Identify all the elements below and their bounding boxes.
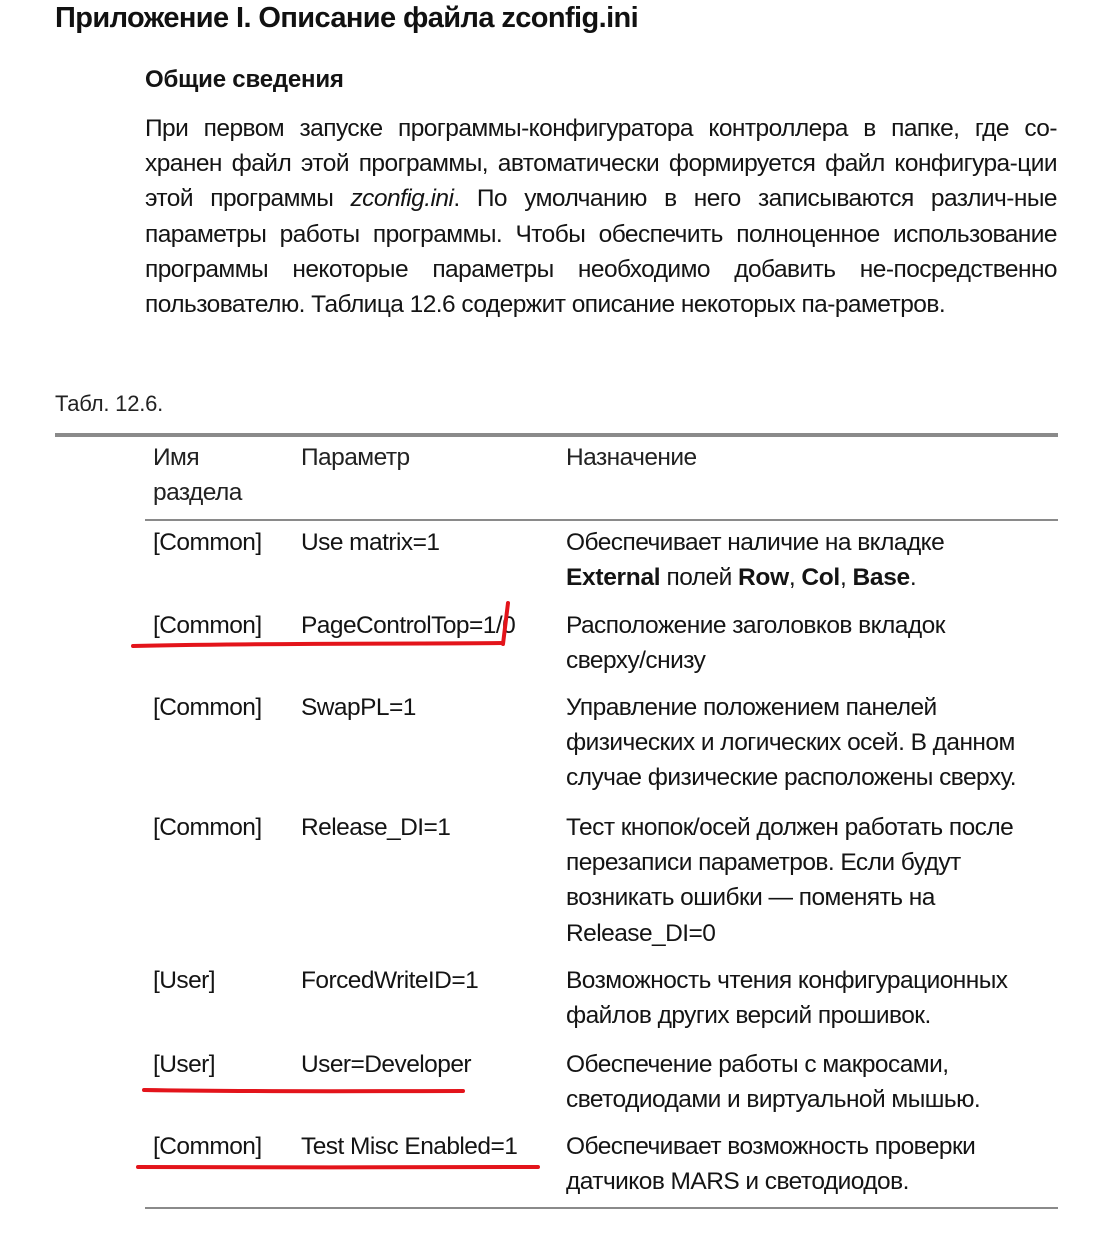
table-cell-section: [Common]	[153, 694, 262, 721]
table-cell-desc: Расположение заголовков вкладок сверху/снизу	[566, 612, 945, 675]
table-cell-param: PageControlTop=1/0	[301, 612, 516, 639]
table-cell-section: [User]	[153, 1051, 216, 1078]
table-cell-desc: Возможность чтения конфигурационных файлов других версий прошивок.	[566, 967, 1008, 1030]
table-cell-desc: Управление положением панелей физических и логических осей. В данном случае физические расположены сверху.	[566, 694, 1017, 792]
table-cell-desc: Тест кнопок/осей должен работать после перезаписи параметров. Если будут возникать ошибки — поменять на Release_DI=0	[566, 814, 1014, 947]
intro-filename: zconfig.ini	[350, 185, 454, 213]
table-cell-param: ForcedWriteID=1	[301, 967, 479, 994]
table-cell-desc: Обеспечивает возможность проверки датчиков MARS и светодиодов.	[566, 1133, 976, 1196]
intro-text-after: . По умолчанию в него записываются различ-ные параметры работы программы. Чтобы обеспечить полноценное использование программы некоторые параметры необходимо добавить не-посредственно пользователю. Таблица 12.6 содержит описание некоторых па-раметров.	[145, 185, 1057, 319]
underline-pagecontroltop	[133, 643, 503, 646]
table-cell-section: [Common]	[153, 612, 262, 639]
table-cell-section: [Common]	[153, 529, 262, 556]
table-cell-param: Test Misc Enabled=1	[301, 1133, 518, 1160]
table-cell-param: Use matrix=1	[301, 529, 440, 556]
table-cell-param: Release_DI=1	[301, 814, 451, 841]
table-cell-param: User=Developer	[301, 1051, 472, 1078]
table-cell-section: [User]	[153, 967, 216, 994]
page-title: Приложение I. Описание файла zconfig.ini	[55, 2, 639, 34]
table-caption: Табл. 12.6.	[55, 391, 164, 416]
table-cell-desc: Обеспечение работы с макросами, светодиодами и виртуальной мышью.	[566, 1051, 981, 1114]
table-cell-section: [Common]	[153, 814, 262, 841]
intro-text-before: При первом запуске программы-конфигуратора контроллера в папке, где со-хранен файл этой программы, автоматически формируется файл конфигура-ции этой программы	[145, 115, 1057, 213]
header-purpose: Назначение	[566, 444, 697, 471]
table-cell-section: [Common]	[153, 1133, 262, 1160]
table-cell-desc: Обеспечивает наличие на вкладке External полей Row, Col, Base.	[566, 529, 945, 592]
header-section-name: Имя раздела	[153, 444, 242, 507]
underline-user-developer	[144, 1090, 463, 1091]
header-parameter: Параметр	[301, 444, 410, 471]
table-cell-param: SwapPL=1	[301, 694, 416, 721]
section-heading: Общие сведения	[145, 66, 344, 93]
slash-pagecontroltop	[503, 603, 508, 644]
